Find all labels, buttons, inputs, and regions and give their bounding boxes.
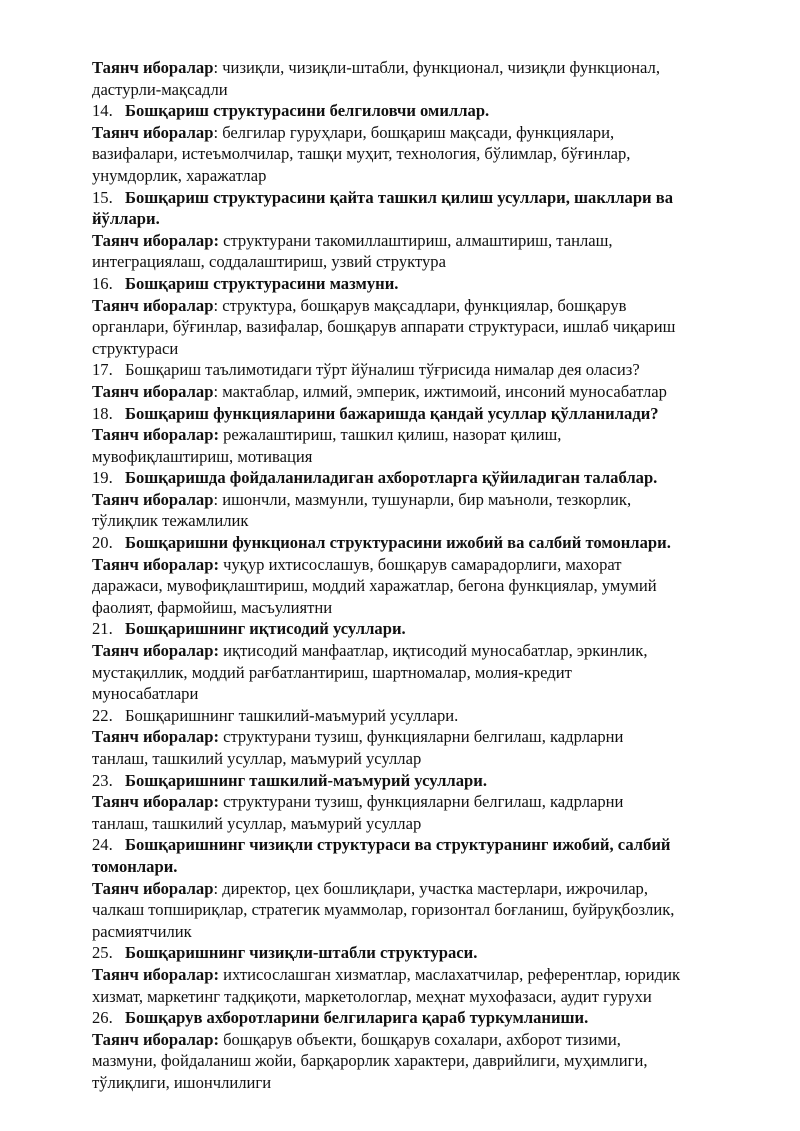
question-title-line <box>92 100 757 122</box>
question-number: 23. <box>92 770 113 790</box>
key-terms-text: : директор, цех бошлиқлари, участка мастерлари, ижрочилар, <box>213 878 649 898</box>
key-terms-text: фаолият, фармойиш, масъулиятни <box>92 597 333 617</box>
key-terms-line <box>92 964 757 986</box>
key-terms-line <box>92 165 757 187</box>
key-terms-line <box>92 143 757 165</box>
key-terms-line <box>92 57 757 79</box>
key-terms-text: интеграциялаш, соддалаштириш, узвий структура <box>92 252 446 272</box>
key-terms-line <box>92 813 757 835</box>
key-terms-text: ихтисослашган хизматлар, маслахатчилар, референтлар, юридик <box>218 964 681 984</box>
question-title-line <box>92 467 757 489</box>
question-title-line <box>92 273 757 295</box>
key-terms-text: мазмуни, фойдаланиш жойи, барқарорлик характери, даврийлиги, муҳимлиги, <box>92 1051 648 1071</box>
key-terms-line <box>92 251 757 273</box>
key-terms-label: Таянч иборалар: <box>92 554 219 574</box>
question-title: Бошқаришнинг чизиқли структураси ва структуранинг ижобий, салбий <box>125 835 671 855</box>
question-title: Бошқаришнинг иқтисодий усуллари. <box>125 619 406 639</box>
key-terms-text: структурани тузиш, функцияларни белгилаш, кадрларни <box>218 727 624 747</box>
question-title: Бошқаришнинг ташкилий-маъмурий усуллари. <box>125 705 459 725</box>
question-title-line <box>92 208 757 230</box>
question-title-line <box>92 532 757 554</box>
question-title-line <box>92 1007 757 1029</box>
key-terms-line <box>92 295 757 317</box>
key-terms-line <box>92 489 757 511</box>
key-terms-label: Таянч иборалар: <box>92 230 219 250</box>
key-terms-line <box>92 381 757 403</box>
key-terms-line <box>92 921 757 943</box>
key-terms-label: Таянч иборалар <box>92 878 214 898</box>
key-terms-line <box>92 122 757 144</box>
question-number: 20. <box>92 533 113 553</box>
key-terms-text: вазифалари, истеъмолчилар, ташқи муҳит, технология, бўлимлар, бўғинлар, <box>92 144 631 164</box>
question-number: 22. <box>92 705 113 725</box>
key-terms-line <box>92 1072 757 1094</box>
key-terms-line <box>92 575 757 597</box>
key-terms-line <box>92 316 757 338</box>
question-title: Бошқариш таълимотидаги тўрт йўналиш тўғрисида нималар дея оласиз? <box>125 360 640 380</box>
key-terms-line <box>92 554 757 576</box>
key-terms-text: чуқур ихтисослашув, бошқарув самарадорлиги, махорат <box>218 554 622 574</box>
question-number: 19. <box>92 468 113 488</box>
question-title-line <box>92 856 757 878</box>
question-title: Бошқаришни функционал структурасини ижобий ва салбий томонлари. <box>125 533 671 553</box>
question-title-line <box>92 403 757 425</box>
key-terms-text: тўлиқлик тежамлилик <box>92 511 249 531</box>
question-title-line <box>92 618 757 640</box>
key-terms-label: Таянч иборалар <box>92 58 214 77</box>
key-terms-text: структураси <box>92 338 179 358</box>
key-terms-label: Таянч иборалар <box>92 122 214 142</box>
key-terms-line <box>92 748 757 770</box>
key-terms-text: : мактаблар, илмий, эмперик, ижтимоий, инсоний муносабатлар <box>213 381 667 401</box>
question-title-line <box>92 834 757 856</box>
key-terms-text: мувофиқлаштириш, мотивация <box>92 446 313 466</box>
key-terms-text: танлаш, ташкилий усуллар, маъмурий усуллар <box>92 749 422 768</box>
key-terms-label: Таянч иборалар: <box>92 727 219 747</box>
document-page <box>92 57 757 1094</box>
key-terms-line <box>92 597 757 619</box>
key-terms-text: структурани такомиллаштириш, алмаштириш, танлаш, <box>218 230 613 250</box>
question-number: 15. <box>92 187 113 207</box>
key-terms-text: хизмат, маркетинг тадқиқоти, маркетологлар, меҳнат мухофазаси, аудит гурухи <box>92 986 652 1006</box>
question-title: Бошқариш структурасини мазмуни. <box>125 273 399 293</box>
key-terms-line <box>92 230 757 252</box>
key-terms-line <box>92 899 757 921</box>
key-terms-line <box>92 662 757 684</box>
key-terms-text: дастурли-мақсадли <box>92 79 228 99</box>
key-terms-line <box>92 510 757 532</box>
key-terms-text: бошқарув объекти, бошқарув сохалари, ахборот тизими, <box>218 1029 621 1049</box>
key-terms-text: : белгилар гуруҳлари, бошқариш мақсади, функциялари, <box>213 122 615 142</box>
question-title: Бошқаришнинг чизиқли-штабли структураси. <box>125 943 478 963</box>
key-terms-line <box>92 683 757 705</box>
question-title: йўллари. <box>92 209 160 229</box>
question-title-line <box>92 359 757 381</box>
key-terms-line <box>92 878 757 900</box>
key-terms-text: : ишончли, мазмунли, тушунарли, бир маъноли, тезкорлик, <box>213 489 632 509</box>
key-terms-line <box>92 1050 757 1072</box>
key-terms-line <box>92 446 757 468</box>
key-terms-line <box>92 338 757 360</box>
question-title: Бошқаришнинг ташкилий-маъмурий усуллари. <box>125 770 487 790</box>
question-number: 21. <box>92 619 113 639</box>
question-number: 18. <box>92 403 113 423</box>
key-terms-line <box>92 726 757 748</box>
key-terms-text: режалаштириш, ташкил қилиш, назорат қилиш, <box>218 425 562 445</box>
question-number: 25. <box>92 943 113 963</box>
key-terms-text: структурани тузиш, функцияларни белгилаш, кадрларни <box>218 792 624 812</box>
key-terms-text: иқтисодий манфаатлар, иқтисодий муносабатлар, эркинлик, <box>218 641 648 661</box>
key-terms-text: даражаси, мувофиқлаштириш, моддий харажатлар, бегона функциялар, умумий <box>92 576 657 596</box>
key-terms-line <box>92 640 757 662</box>
key-terms-line <box>92 79 757 101</box>
key-terms-text: танлаш, ташкилий усуллар, маъмурий усуллар <box>92 813 422 833</box>
question-number: 17. <box>92 360 113 380</box>
question-title: томонлари. <box>92 856 178 876</box>
key-terms-text: тўлиқлиги, ишончлилиги <box>92 1072 272 1092</box>
key-terms-text: мустақиллик, моддий рағбатлантириш, шартномалар, молия-кредит <box>92 662 572 682</box>
key-terms-label: Таянч иборалар <box>92 489 214 509</box>
key-terms-line <box>92 424 757 446</box>
key-terms-label: Таянч иборалар: <box>92 1029 219 1049</box>
question-number: 24. <box>92 835 113 855</box>
question-number: 16. <box>92 273 113 293</box>
key-terms-line <box>92 1029 757 1051</box>
key-terms-text: чалкаш топшириқлар, стратегик муаммолар, горизонтал боғланиш, буйруқбозлик, <box>92 900 675 920</box>
question-title-line <box>92 705 757 727</box>
key-terms-label: Таянч иборалар: <box>92 964 219 984</box>
key-terms-text: органлари, бўғинлар, вазифалар, бошқарув аппарати структураси, ишлаб чиқариш <box>92 317 676 337</box>
question-title-line <box>92 770 757 792</box>
key-terms-label: Таянч иборалар: <box>92 425 219 445</box>
question-title-line <box>92 942 757 964</box>
key-terms-text: унумдорлик, харажатлар <box>92 165 267 185</box>
question-title: Бошқариш функцияларини бажаришда қандай усуллар қўлланилади? <box>125 403 659 423</box>
key-terms-line <box>92 986 757 1008</box>
key-terms-label: Таянч иборалар: <box>92 641 219 661</box>
key-terms-label: Таянч иборалар <box>92 295 214 315</box>
key-terms-text: расмиятчилик <box>92 921 192 941</box>
key-terms-text: : структура, бошқарув мақсадлари, функциялар, бошқарув <box>213 295 627 315</box>
key-terms-text: : чизиқли, чизиқли-штабли, функционал, чизиқли функционал, <box>213 58 660 77</box>
key-terms-text: муносабатлари <box>92 684 199 704</box>
key-terms-label: Таянч иборалар: <box>92 792 219 812</box>
question-number: 26. <box>92 1008 113 1028</box>
key-terms-line <box>92 791 757 813</box>
question-title: Бошқаришда фойдаланиладиган ахборотларга қўйиладиган талаблар. <box>125 468 658 488</box>
question-title: Бошқариш структурасини белгиловчи омиллар. <box>125 101 490 121</box>
question-number: 14. <box>92 101 113 121</box>
question-title: Бошқарув ахборотларини белгиларига қараб туркумланиши. <box>125 1008 589 1028</box>
question-title: Бошқариш структурасини қайта ташкил қилиш усуллари, шакллари ва <box>125 187 674 207</box>
key-terms-label: Таянч иборалар <box>92 381 214 401</box>
question-title-line <box>92 187 757 209</box>
